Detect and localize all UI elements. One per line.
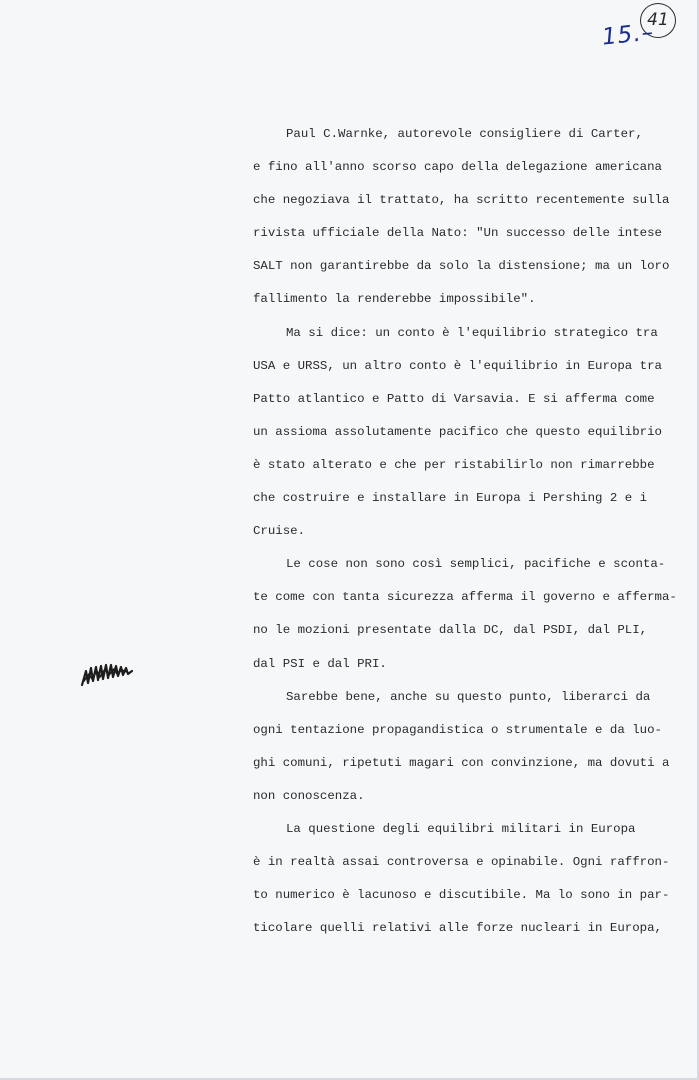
text-line: no le mozioni presentate dalla DC, dal PSDI, dal PLI, xyxy=(253,623,648,638)
text-line: ghi comuni, ripetuti magari con convinzione, ma dovuti a xyxy=(253,755,670,770)
text-line: USA e URSS, un altro conto è l'equilibrio in Europa tra xyxy=(253,358,662,373)
handwritten-page-number: 15.– xyxy=(600,19,656,51)
circled-archive-number: 41 xyxy=(640,3,676,38)
text-line: dal PSI e dal PRI. xyxy=(253,656,387,671)
text-line: fallimento la renderebbe impossibile". xyxy=(253,292,536,307)
text-line: ogni tentazione propagandistica o strumentale e da luo- xyxy=(253,722,662,737)
text-line: Le cose non sono così semplici, pacifiche e sconta- xyxy=(286,557,666,572)
text-line: Sarebbe bene, anche su questo punto, liberarci da xyxy=(286,689,651,704)
text-line: Cruise. xyxy=(253,524,306,539)
text-line: rivista ufficiale della Nato: "Un successo delle intese xyxy=(253,226,662,241)
text-line: Ma si dice: un conto è l'equilibrio strategico tra xyxy=(286,325,658,340)
body-text xyxy=(253,118,677,945)
text-line: te come con tanta sicurezza afferma il governo e afferma- xyxy=(253,590,677,605)
text-line: Paul C.Warnke, autorevole consigliere di Carter, xyxy=(286,127,643,141)
text-line: è stato alterato e che per ristabilirlo non rimarrebbe xyxy=(253,457,655,472)
text-line: è in realtà assai controversa e opinabile. Ogni raffron- xyxy=(253,855,670,870)
text-line: to numerico è lacunoso e discutibile. Ma lo sono in par- xyxy=(253,888,670,903)
text-line: e fino all'anno scorso capo della delegazione americana xyxy=(253,160,662,175)
text-line: SALT non garantirebbe da solo la distensione; ma un loro xyxy=(253,259,670,274)
text-line: Patto atlantico e Patto di Varsavia. E si afferma come xyxy=(253,391,655,406)
text-line: che negoziava il trattato, ha scritto recentemente sulla xyxy=(253,193,670,208)
text-line: un assioma assolutamente pacifico che questo equilibrio xyxy=(253,424,662,439)
margin-scribble xyxy=(80,659,134,689)
text-line: ticolare quelli relativi alle forze nucleari in Europa, xyxy=(253,921,662,936)
text-line: La questione degli equilibri militari in Europa xyxy=(286,821,636,836)
text-line: non conoscenza. xyxy=(253,788,365,803)
text-line: che costruire e installare in Europa i Pershing 2 e i xyxy=(253,491,648,506)
